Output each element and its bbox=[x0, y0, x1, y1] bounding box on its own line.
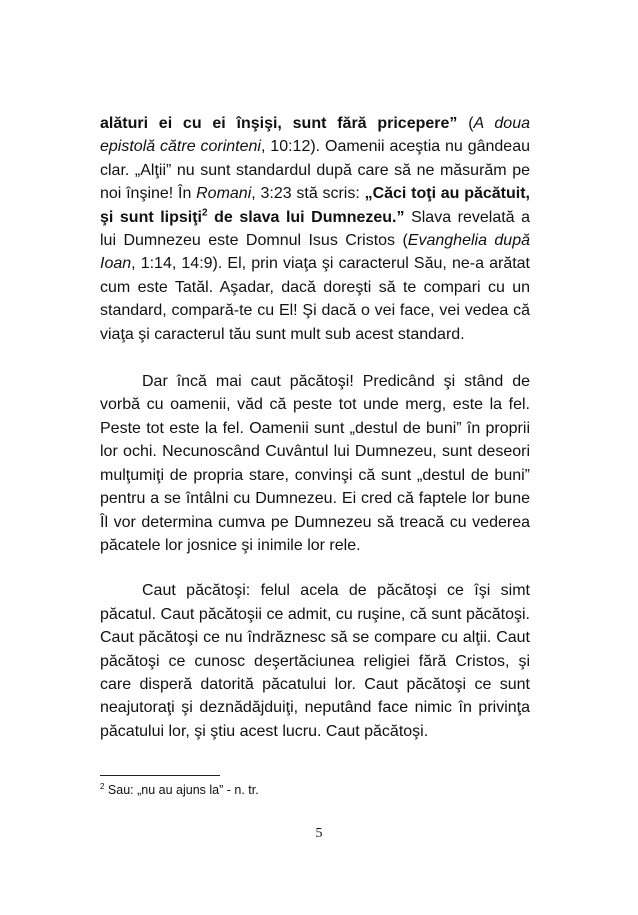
scripture-ref-romans: Romani bbox=[196, 185, 252, 203]
bold-quote-open: alături ei cu ei înşişi, sunt fără pricepere” bbox=[100, 115, 458, 132]
footnote-divider bbox=[100, 775, 220, 776]
paragraph-3: Caut păcătoşi: felul acela de păcătoşi ce îşi simt păcatul. Caut păcătoşii ce admit, cu ruşine, că sunt păcătoşi. Caut păcătoşi ce nu îndrăznesc să se compare cu alţii. Caut păcătoşi ce cunosc deşertăciunea religiei fără Cristos, şi care disperă datorită păcatului lor. Caut păcătoşi ce sunt neajutoraţi şi deznădăjduiţi, neputând face nimic în privinţa păcatului lor, şi ştiu acest lucru. Caut păcătoşi. bbox=[100, 582, 530, 740]
paragraph-1: alături ei cu ei înşişi, sunt fără pricepere” (A doua epistolă către corinteni, 10:12). Oamenii aceştia nu gândeau clar. „Alţii” nu sunt standardul după care să ne măsurăm pe noi înşine! În Romani, 3:23 stă scris: „Căci toţi au păcătuit, şi sunt lipsiţi$^2$ de slava lui Dumnezeu.” Slava revelată a lui Dumnezeu este Domnul Isus Cristos (Evanghelia după Ioan, 1:14, 14:9). El, prin viaţa şi caracterul Său, ne-a arătat cum este Tatăl. Aşadar, dacă doreşti să te compari cu un standard, compară-te cu El! Şi dacă o vei face, vei vedea că viaţa şi caracterul tău sunt mult sub acest standard. bbox=[100, 115, 531, 343]
page-number: 5 bbox=[315, 826, 323, 841]
footnote bbox=[100, 783, 530, 797]
scripture-ref-john: Evanghelia după Ioan bbox=[100, 232, 530, 273]
scripture-ref-corinthians: A doua epistolă către corinteni bbox=[100, 115, 530, 156]
footnote-text: Sau: „nu au ajuns la” - n. tr. bbox=[104, 783, 259, 797]
paragraph-2: Dar încă mai caut păcătoşi! Predicând şi stând de vorbă cu oamenii, văd că peste tot unde merg, este la fel. Peste tot este la fel. Oamenii sunt „destul de buni” în proprii lor ochi. Necunoscând Cuvântul lui Dumnezeu, sunt deseori mulţumiţi de propria stare, convinşi că sunt „destul de buni” pentru a se întâlni cu Dumnezeu. Ei cred că faptele lor bune Îl vor determina cumva pe Dumnezeu să treacă cu vederea păcatele lor josnice şi inimile lor rele. bbox=[100, 373, 530, 554]
body-text bbox=[100, 112, 530, 743]
footnote-reference: 2 bbox=[202, 207, 208, 219]
footnote-mark: 2 bbox=[100, 781, 105, 791]
bold-quote-romans: „Căci toţi au păcătuit, şi sunt lipsiţi$^2$ de slava lui Dumnezeu.” bbox=[100, 185, 530, 226]
footnote-area bbox=[100, 775, 530, 797]
